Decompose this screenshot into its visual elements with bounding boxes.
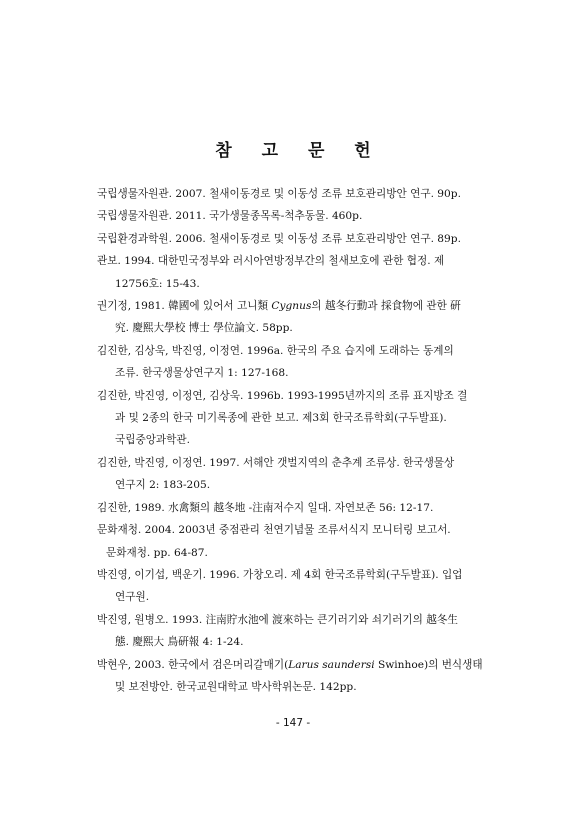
reference-line-continued: 연구지 2: 183-205. [115,479,211,492]
reference-entry [97,228,495,250]
page-number: - 147 - [275,717,311,729]
reference-list [97,183,495,698]
reference-entry [97,519,495,564]
reference-line: 김진한, 1989. 水禽類의 越冬地 -注南저수지 일대. 자연보존 56: 12-17. [97,501,434,514]
reference-entry [97,497,495,519]
reference-line: 김진한, 김상욱, 박진영, 이정연. 1996a. 한국의 주요 습지에 도래하는 동계의 [97,344,454,357]
reference-entry [97,654,495,699]
reference-line-continued: 연구원. [115,591,150,604]
reference-line: 국립생물자원관. 2011. 국가생물종목록-척추동물. 460p. [97,210,363,223]
reference-line: 권기정, 1981. 韓國에 있어서 고니類 Cygnus의 越冬行動과 採食物에 관한 硏 [97,300,461,313]
reference-entry [97,340,495,385]
reference-entry [97,183,495,205]
reference-line: 국립환경과학원. 2006. 철새이동경로 및 이동성 조류 보호관리방안 연구. 89p. [97,232,461,245]
reference-line: 문화재청. 2004. 2003년 중점관리 천연기념물 조류서식지 모니터링 보고서. [97,524,451,537]
reference-line-continued: 12756호: 15-43. [115,277,200,290]
reference-line: 김진한, 박진영, 이정연. 1997. 서해안 갯벌지역의 춘추계 조류상. 한국생물상 [97,456,455,469]
reference-line-continued: 및 보전방안. 한국교원대학교 박사학위논문. 142pp. [115,680,357,693]
reference-line-continued: 과 및 2종의 한국 미기록종에 관한 보고. 제3회 한국조류학회(구두발표). [115,412,447,425]
scientific-name: Larus saundersi [288,658,375,671]
reference-line-continued: 국립중앙과학관. [115,434,191,447]
reference-line: 국립생물자원관. 2007. 철새이동경로 및 이동성 조류 보호관리방안 연구. 90p. [97,188,461,200]
reference-line-continued: 조류. 한국생물상연구지 1: 127-168. [115,367,289,380]
reference-line: 김진한, 박진영, 이정연, 김상욱. 1996b. 1993-1995년까지의 조류 표지방조 결 [97,389,468,402]
reference-line-continued: 究. 慶熙大學校 博士 學位論文. 58pp. [115,322,293,335]
reference-line: 박진영, 이기섭, 백운기. 1996. 가창오리. 제 4회 한국조류학회(구두발표). 입업 [97,568,463,581]
reference-entry [97,205,495,227]
reference-line: 박진영, 원병오. 1993. 注南貯水池에 渡來하는 큰기러기와 쇠기러기의 越冬生 [97,613,459,626]
reference-line-continued: 態. 慶熙大 鳥硏報 4: 1-24. [115,636,244,649]
reference-entry [97,295,495,340]
scientific-name: Cygnus [271,300,312,313]
reference-line: 관보. 1994. 대한민국정부와 러시아연방정부간의 철새보호에 관한 협정. 제 [97,255,445,268]
reference-entry [97,385,495,452]
reference-entry [97,250,495,295]
reference-entry [97,609,495,654]
reference-entry [97,452,495,497]
reference-line-continued: 문화재청. pp. 64-87. [106,546,208,559]
page-title: 참 고 문 헌 [215,141,383,161]
reference-line: 박현우, 2003. 한국에서 검은머리갈매기(Larus saundersi Swinhoe)의 번식생태 [97,658,483,671]
reference-entry [97,564,495,609]
